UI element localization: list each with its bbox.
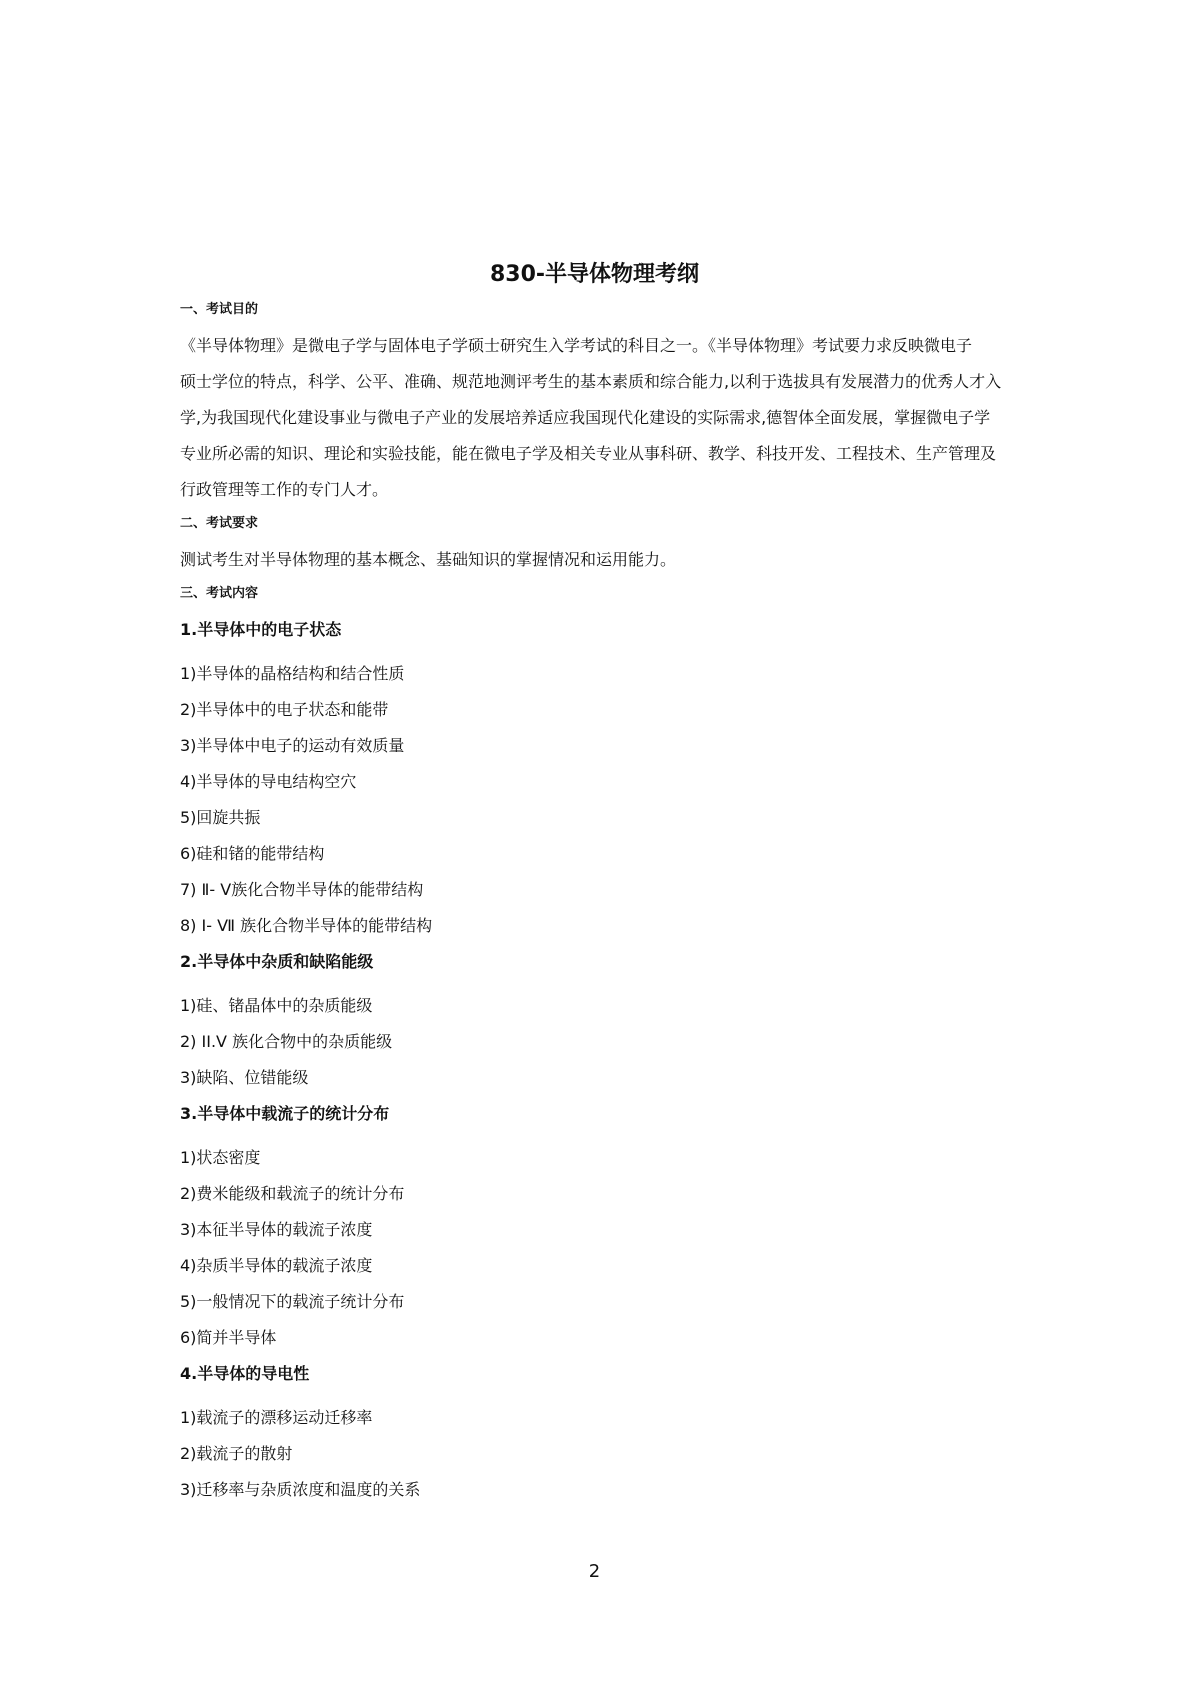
paragraph-line: 专业所必需的知识、理论和实验技能，能在微电子学及相关专业从事科研、教学、科技开发、工程技术、生产管理及 — [180, 444, 997, 463]
list-item: 8) Ⅰ- Ⅶ 族化合物半导体的能带结构 — [180, 916, 433, 935]
page-number: 2 — [588, 1561, 601, 1582]
requirements-paragraph: 测试考生对半导体物理的基本概念、基础知识的掌握情况和运用能力。 — [180, 550, 677, 569]
group-title: 3.半导体中载流子的统计分布 — [180, 1104, 390, 1123]
list-item: 2)半导体中的电子状态和能带 — [180, 700, 389, 719]
list-item: 6)硅和锗的能带结构 — [180, 844, 325, 863]
list-item: 3)缺陷、位错能级 — [180, 1068, 309, 1087]
list-item: 2)费米能级和载流子的统计分布 — [180, 1184, 405, 1203]
section-heading-requirements: 二、考试要求 — [180, 516, 259, 531]
list-item: 2) II.V 族化合物中的杂质能级 — [180, 1032, 393, 1051]
list-item: 7) Ⅱ- Ⅴ族化合物半导体的能带结构 — [180, 880, 424, 899]
list-item: 5)回旋共振 — [180, 808, 261, 827]
list-item: 3)本征半导体的载流子浓度 — [180, 1220, 373, 1239]
list-item: 6)简并半导体 — [180, 1328, 277, 1347]
list-item: 5)一般情况下的载流子统计分布 — [180, 1292, 405, 1311]
paragraph-line: 《半导体物理》是微电子学与固体电子学硕士研究生入学考试的科目之一。《半导体物理》考试要力求反映微电子 — [180, 336, 973, 355]
paragraph-line: 行政管理等工作的专门人才。 — [180, 480, 389, 499]
list-item: 1)载流子的漂移运动迁移率 — [180, 1408, 373, 1427]
list-item: 2)载流子的散射 — [180, 1444, 293, 1463]
content-group — [180, 612, 1010, 944]
section-heading-content: 三、考试内容 — [180, 586, 259, 601]
paragraph-line: 硕士学位的特点，科学、公平、准确、规范地测评考生的基本素质和综合能力,以利于选拔具有发展潜力的优秀人才入 — [180, 372, 1002, 391]
document-body — [180, 300, 1010, 1508]
list-item: 4)半导体的导电结构空穴 — [180, 772, 357, 791]
list-item: 1)半导体的晶格结构和结合性质 — [180, 664, 405, 683]
content-group — [180, 1096, 1010, 1356]
document-title: 830-半导体物理考纲 — [489, 262, 700, 287]
list-item: 3)迁移率与杂质浓度和温度的关系 — [180, 1480, 421, 1499]
group-title: 4.半导体的导电性 — [180, 1364, 310, 1383]
list-item: 4)杂质半导体的载流子浓度 — [180, 1256, 373, 1275]
list-item: 3)半导体中电子的运动有效质量 — [180, 736, 405, 755]
list-item: 1)硅、锗晶体中的杂质能级 — [180, 996, 373, 1015]
section-heading-purpose: 一、考试目的 — [180, 302, 259, 317]
list-item: 1)状态密度 — [180, 1148, 261, 1167]
content-group — [180, 944, 1010, 1096]
purpose-paragraph — [180, 328, 1010, 508]
content-group — [180, 1356, 1010, 1508]
group-title: 2.半导体中杂质和缺陷能级 — [180, 952, 374, 971]
paragraph-line: 学,为我国现代化建设事业与微电子产业的发展培养适应我国现代化建设的实际需求,德智体全面发展，掌握微电子学 — [180, 408, 991, 427]
group-title: 1.半导体中的电子状态 — [180, 620, 342, 639]
